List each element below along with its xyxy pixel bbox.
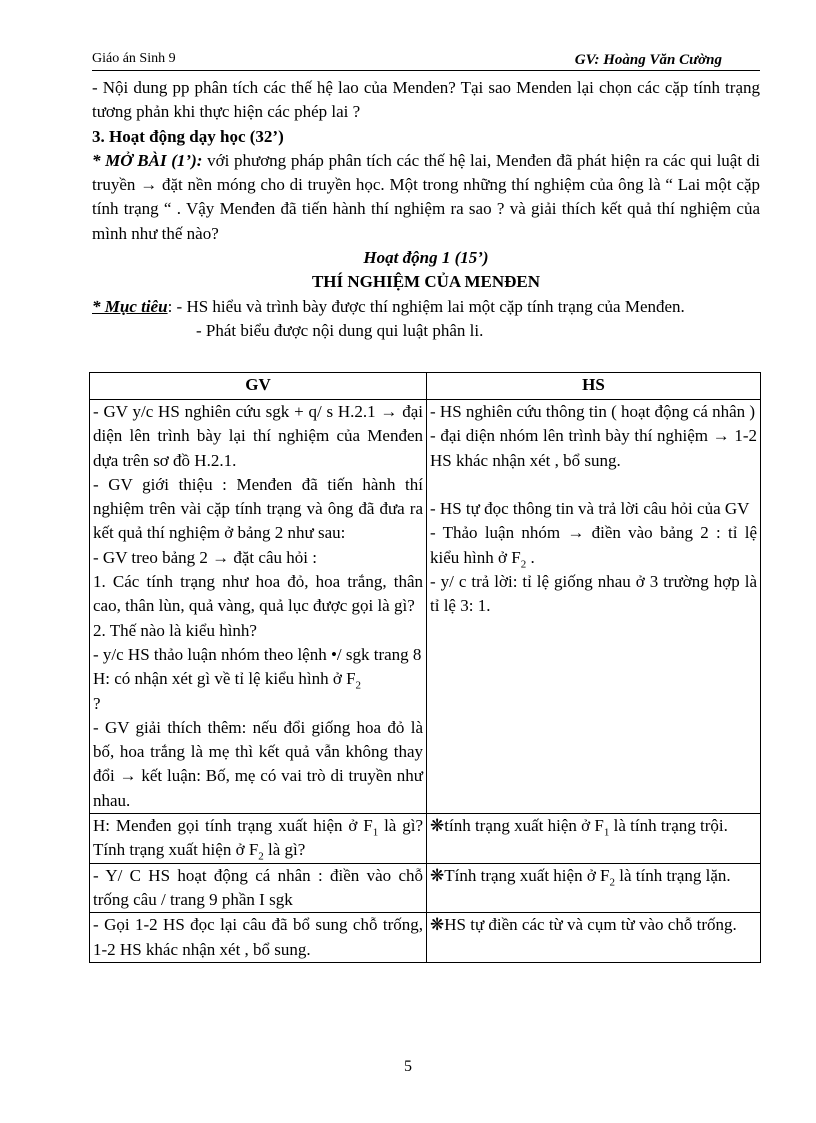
gv-item: - GV giải thích thêm: nếu đổi giống hoa đỏ là bố, hoa trắng là mẹ thì kết quả vẫn không thay đổi → kết luận: Bố, mẹ có vai trò di truyền như nhau.	[93, 717, 423, 810]
opening-paragraph	[92, 149, 760, 246]
header-hs: HS	[427, 373, 761, 400]
objective-2: - Phát biểu được nội dung qui luật phân li.	[196, 320, 484, 340]
mobai-text: với phương pháp phân tích các thế hệ lai, Menđen đã phát hiện ra các qui luật di truyền → đặt nền móng cho di truyền học. Một trong những thí nghiệm của ông là “ Lai một cặp tính trạng “ . Vậy Menđen đã tiến hành thí nghiệm ra sao ? và giải thích kết quả thí nghiệm của mình như thế nào?	[92, 150, 760, 243]
hs-item: - HS tự đọc thông tin và trả lời câu hỏi của GV	[430, 499, 750, 519]
gv-cell: H: Menđen gọi tính trạng xuất hiện ở $F_1$ là gì? Tính trạng xuất hiện ở $F_2$ là gì?	[90, 814, 427, 864]
intro-section	[92, 76, 760, 343]
gv-item: 2. Thế nào là kiểu hình?	[93, 620, 257, 640]
header-gv: GV	[90, 373, 427, 400]
activity-title: Hoạt động 1 (15’)	[363, 248, 489, 268]
header-teacher: GV: Hoàng Văn Cường	[574, 52, 722, 68]
gv-item: - GV giới thiệu : Menđen đã tiến hành thí nghiệm trên vài cặp tính trạng và ông đã đưa ra kết quả thí nghiệm ở bảng 2 như sau:	[93, 474, 423, 543]
table-row	[90, 400, 761, 814]
header-subject: Giáo án Sinh 9	[92, 51, 176, 66]
gv-cell: - Gọi 1-2 HS đọc lại câu đã bổ sung chỗ trống, 1-2 HS khác nhận xét , bổ sung.	[90, 913, 427, 963]
muctieu-label: * Mục tiêu	[92, 296, 168, 316]
hs-item: - đại diện nhóm lên trình bày thí nghiệm → 1-2 HS khác nhận xét , bổ sung.	[430, 426, 757, 470]
hs-cell	[427, 400, 761, 814]
table-header-row	[90, 373, 761, 400]
muctieu-text: : - HS hiểu và trình bày được thí nghiệm lai một cặp tính trạng của Menđen.	[167, 296, 685, 316]
mobai-label: * MỞ BÀI (1’):	[92, 150, 203, 170]
hs-cell: ❋HS tự điền các từ và cụm từ vào chỗ trống.	[427, 913, 761, 963]
table-row	[90, 913, 761, 963]
gv-cell: - Y/ C HS hoạt động cá nhân : điền vào chỗ trống câu / trang 9 phần I sgk	[90, 863, 427, 913]
activity-heading: THÍ NGHIỆM CỦA MENĐEN	[311, 272, 541, 292]
gv-item: - y/c HS thảo luận nhóm theo lệnh •/ sgk trang 8	[93, 644, 422, 664]
section-heading: 3. Hoạt động dạy học (32’)	[92, 126, 284, 146]
table-row	[90, 863, 761, 913]
page-number: 5	[404, 1058, 412, 1075]
hs-cell: ❋Tính trạng xuất hiện ở $F_2$ là tính trạng lặn.	[427, 863, 761, 913]
table-row	[90, 814, 761, 864]
gv-item: H: có nhận xét gì về tỉ lệ kiểu hình ở $F_2$ ?	[93, 669, 362, 713]
activity-table	[89, 372, 761, 963]
gv-item: 1. Các tính trạng như hoa đỏ, hoa trắng, thân cao, thân lùn, quả vàng, quả lục được gọi là gì?	[93, 572, 423, 616]
hs-item: - y/ c trả lời: tỉ lệ giống nhau ở 3 trường hợp là tỉ lệ 3: 1.	[430, 572, 757, 616]
gv-cell	[90, 400, 427, 814]
objectives	[92, 295, 760, 319]
gv-item: - GV treo bảng 2 → đặt câu hỏi :	[93, 547, 317, 567]
hs-item: - HS nghiên cứu thông tin ( hoạt động cá nhân )	[430, 402, 756, 421]
review-question: - Nội dung pp phân tích các thế hệ lao của Menden? Tại sao Menden lại chọn các cặp tính trạng tương phản khi thực hiện các phép lai ?	[92, 78, 760, 122]
gv-item: - GV y/c HS nghiên cứu sgk + q/ s H.2.1 → đại diện lên trình bày lại thí nghiệm của Menđen dựa trên sơ đồ H.2.1.	[93, 402, 423, 470]
page-header	[92, 50, 760, 71]
hs-item: - Thảo luận nhóm → điền vào bảng 2 : tỉ lệ kiểu hình ở $F_2$ .	[430, 523, 757, 571]
hs-cell: ❋tính trạng xuất hiện ở $F_1$ là tính trạng trội.	[427, 814, 761, 864]
